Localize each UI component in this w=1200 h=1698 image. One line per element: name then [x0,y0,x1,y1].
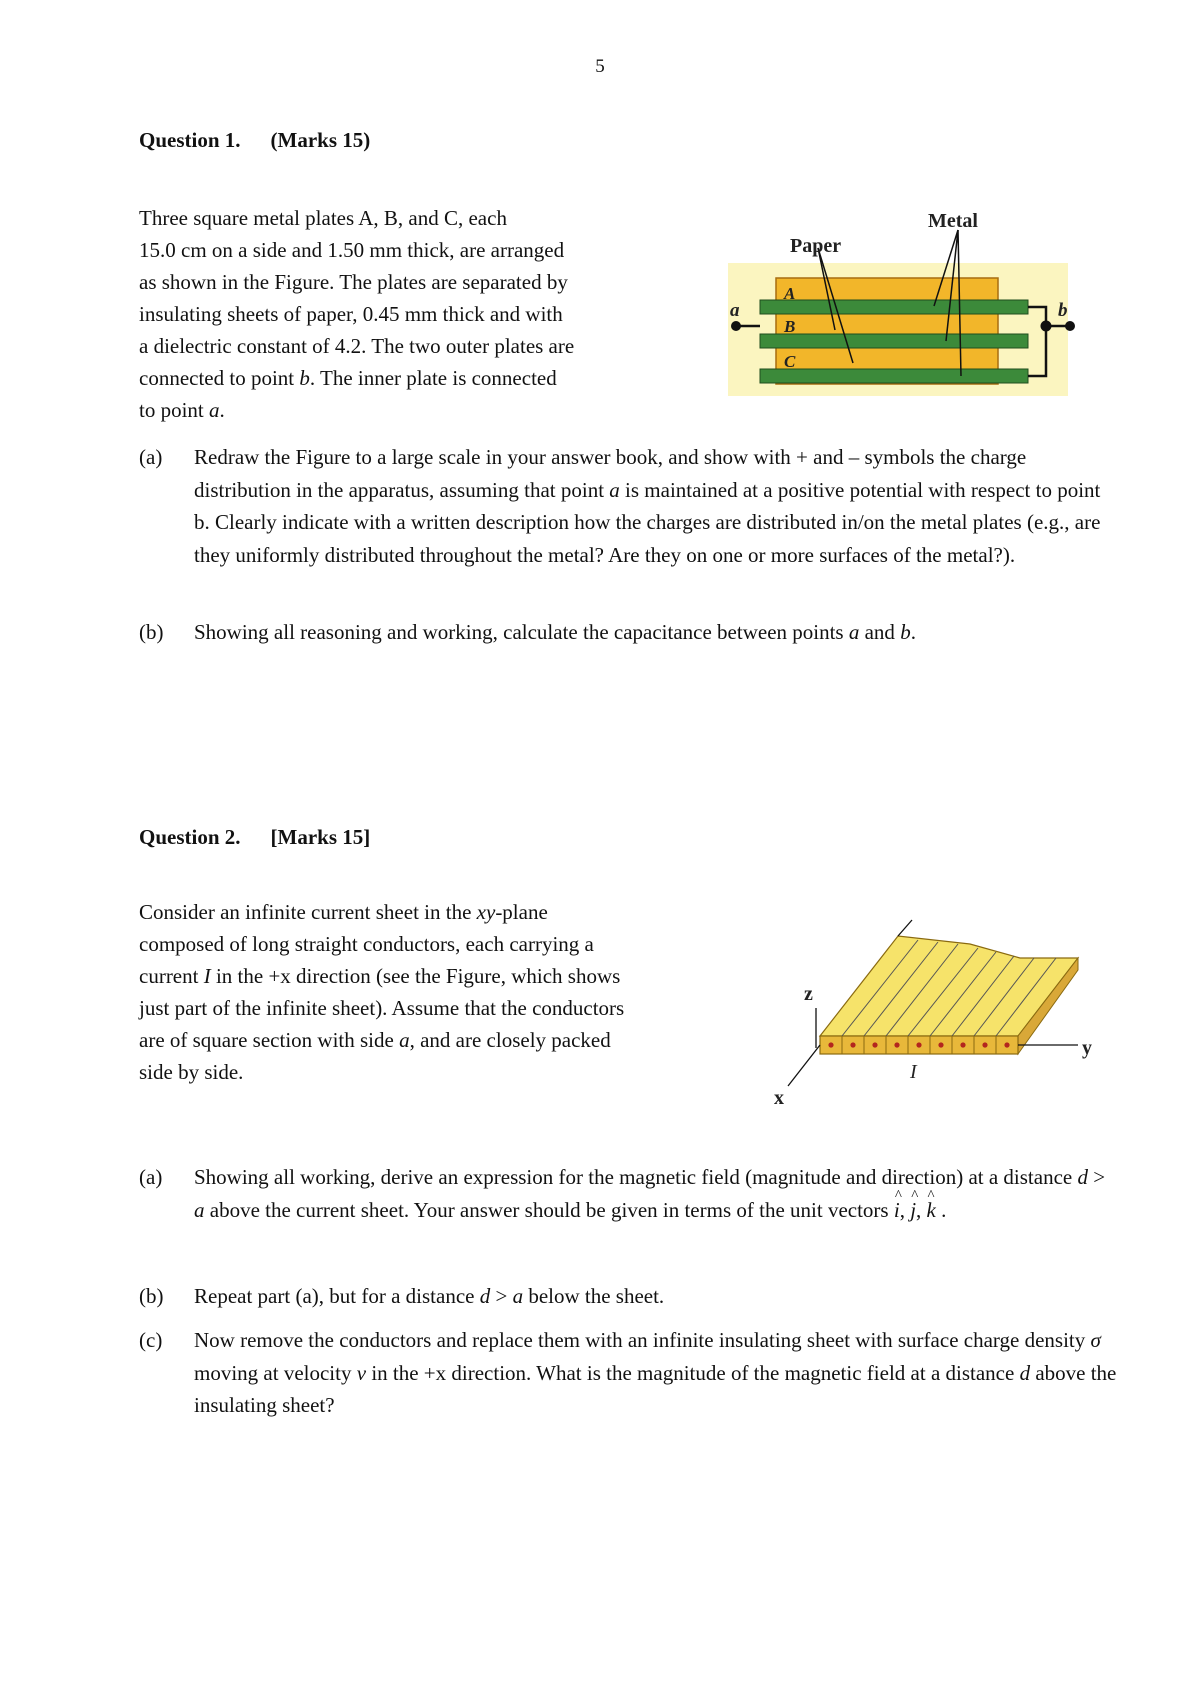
intro-line: a dielectric constant of 4.2. The two outer plates are [139,334,575,358]
part-text: Now remove the conductors and replace them with an infinite insulating sheet with surface charge density σ moving at velocity v in the +x direction. What is the magnitude of the magnetic field at a distance d above the insulating sheet? [194,1328,1117,1417]
question-1-heading [139,128,370,153]
label-plate-c: C [784,352,796,371]
terminal-a [731,321,741,331]
label-z: z [804,983,813,1005]
junction-b [1041,321,1052,332]
part-label: (c) [139,1328,163,1352]
question-2-heading [139,825,370,850]
label-plate-a: A [784,284,796,303]
question-2-part-a [139,1161,1119,1271]
label-plate-b: B [784,317,796,336]
intro-line: composed of long straight conductors, each carrying a [139,932,594,956]
intro-line: connected to point b. The inner plate is connected [139,366,557,390]
label-y: y [1082,1037,1092,1059]
question-2-part-b [139,1280,1119,1320]
question-2-marks: [Marks 15] [270,825,371,849]
question-1-part-b [139,616,1119,656]
question-1-marks: (Marks 15) [270,128,371,152]
part-label: (b) [139,620,164,644]
question-1-title: Question 1. [139,128,241,152]
intro-line: side by side. [139,1060,244,1084]
part-label: (a) [139,445,163,469]
part-label: (a) [139,1165,163,1189]
label-x: x [774,1087,784,1108]
label-metal: Metal [928,210,978,232]
part-text: Showing all working, derive an expression for the magnetic field (magnitude and direction) at a distance d > a above the current sheet. Your answer should be given in terms of the unit vectors ^ i, ^ j, ^ k . [194,1161,1119,1226]
question-2-title: Question 2. [139,825,241,849]
label-point-a: a [730,300,740,321]
intro-line: to point a. [139,398,225,422]
part-text: Showing all reasoning and working, calculate the capacitance between points a and b. [194,620,916,644]
metal-plate-a [760,300,1028,314]
paper-sheets [776,278,998,384]
intro-line: Three square metal plates A, B, and C, each [139,206,507,230]
sheet-extension-line [898,920,912,936]
question-2-intro [139,896,719,1088]
current-sheet-figure [760,918,1100,1108]
part-text: Repeat part (a), but for a distance d > a below the sheet. [194,1284,665,1308]
question-1-intro [139,202,659,426]
metal-plate-b [760,334,1028,348]
question-2-part-c [139,1324,1119,1434]
capacitor-plates-figure [728,208,1076,398]
terminal-b [1065,321,1075,331]
question-1-part-a [139,441,1119,611]
label-paper: Paper [790,235,842,257]
intro-line: Consider an infinite current sheet in the xy-plane [139,900,548,924]
intro-line: 15.0 cm on a side and 1.50 mm thick, are arranged [139,238,565,262]
metal-plate-c [760,369,1028,383]
label-point-b: b [1058,300,1068,321]
intro-line: insulating sheets of paper, 0.45 mm thick and with [139,302,563,326]
intro-line: are of square section with side a, and are closely packed [139,1028,611,1052]
intro-line: as shown in the Figure. The plates are separated by [139,270,568,294]
page-number: 5 [595,56,605,77]
intro-line: current I in the +x direction (see the Figure, which shows [139,964,621,988]
x-axis [788,1045,820,1086]
part-text: Redraw the Figure to a large scale in your answer book, and show with + and – symbols the charge distribution in the apparatus, assuming that point a is maintained at a positive potential with respect to point b. Clearly indicate with a written description how the charges are distributed in/on the metal plates (e.g., are they uniformly distributed throughout the metal? Are they on one or more surfaces of the metal?). [194,445,1101,567]
label-current: I [910,1061,917,1083]
part-label: (b) [139,1284,164,1308]
intro-line: just part of the infinite sheet). Assume that the conductors [139,996,625,1020]
